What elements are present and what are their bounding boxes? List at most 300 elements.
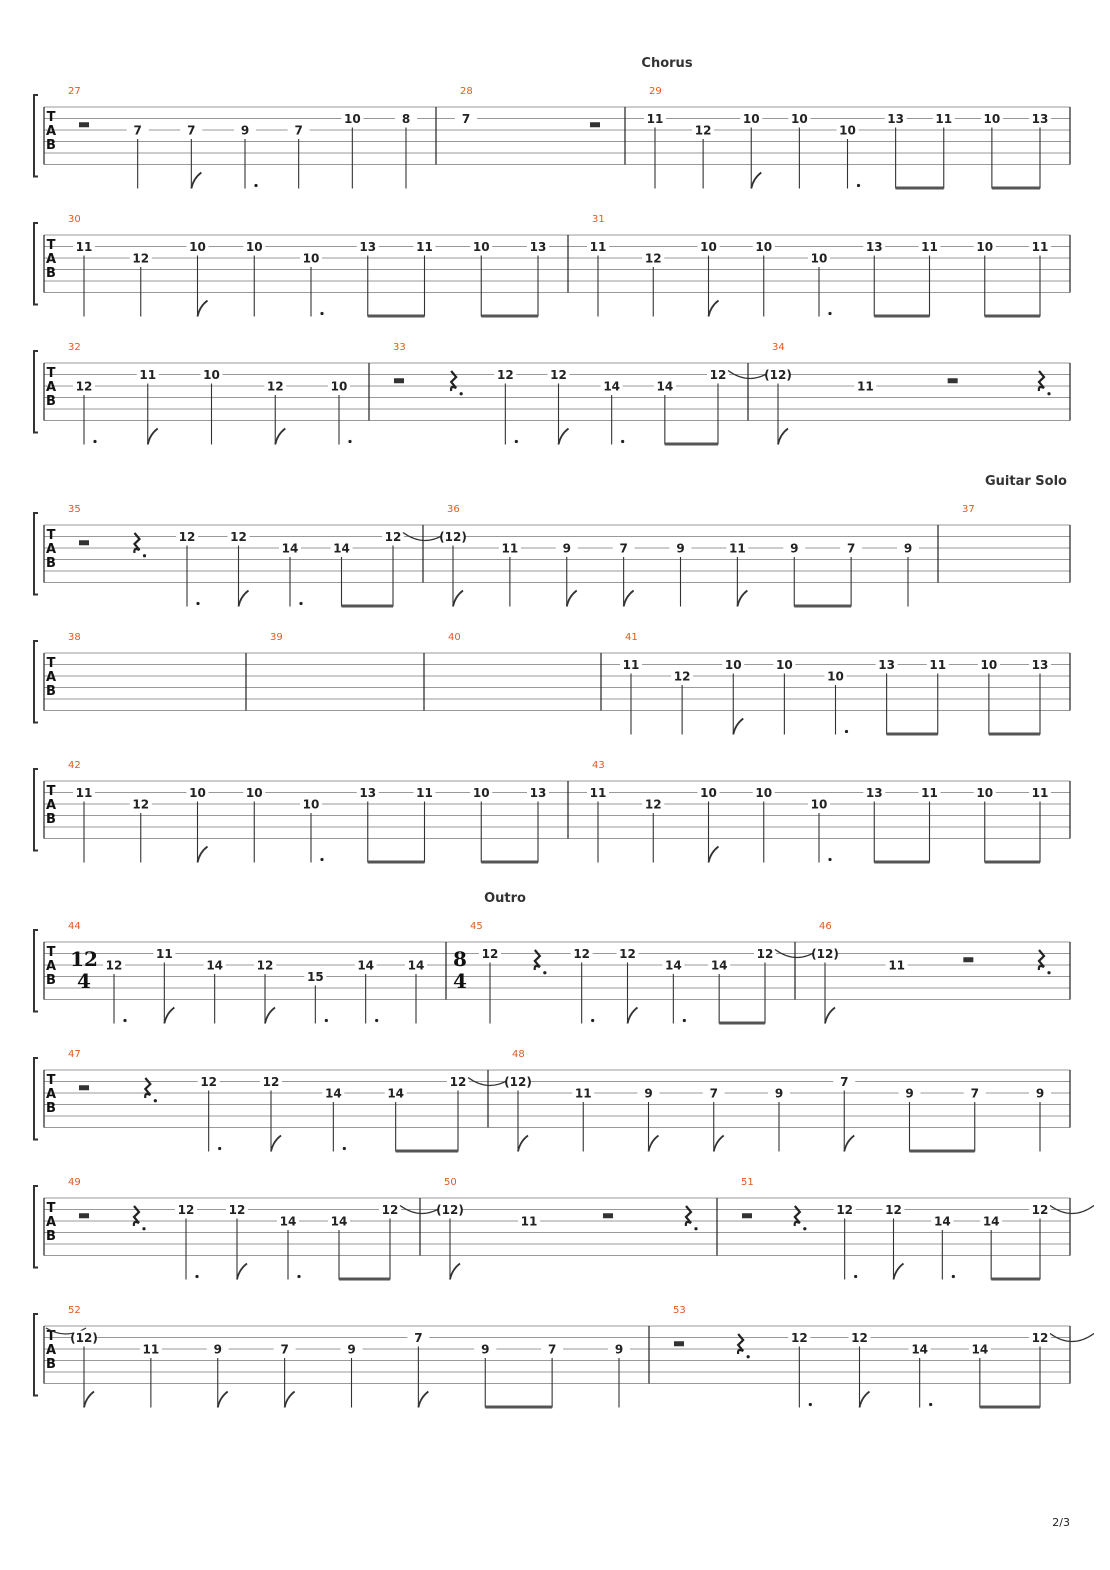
fret-number: 14 — [603, 379, 621, 394]
rhythm-dot — [857, 184, 860, 187]
fret-number: 14 — [664, 958, 682, 973]
measure-number: 49 — [68, 1177, 81, 1188]
fret-number: 7 — [970, 1086, 979, 1101]
tab-clef-b: B — [46, 138, 56, 153]
fret-number: 11 — [416, 240, 433, 254]
note-flag — [860, 1392, 870, 1408]
rhythm-dot — [828, 312, 831, 315]
tab-clef-t: T — [46, 110, 56, 125]
rest-dot — [1047, 971, 1050, 974]
fret-number: 12 — [105, 958, 123, 973]
fret-number: 11 — [501, 541, 519, 556]
fret-number: 13 — [1031, 658, 1049, 672]
fret-number: 7 — [547, 1342, 557, 1357]
rhythm-dot — [621, 440, 624, 443]
measure-number: 33 — [393, 342, 406, 353]
rhythm-dot — [343, 1147, 346, 1150]
fret-number: 10 — [810, 797, 828, 812]
note-flag — [148, 429, 158, 445]
fret-number: 12 — [619, 947, 636, 961]
fret-number: 14 — [656, 379, 674, 394]
rhythm-dot — [809, 1403, 812, 1406]
fret-number: 13 — [1031, 112, 1049, 126]
note-flag — [271, 1136, 281, 1152]
note-flag — [191, 173, 201, 189]
rhythm-dot — [845, 730, 848, 733]
fret-number: 14 — [279, 1214, 297, 1229]
fret-number: 12 — [266, 379, 284, 394]
system-bracket — [34, 351, 38, 433]
rest-dot — [747, 1355, 750, 1358]
fret-number: 12 — [449, 1075, 467, 1089]
fret-number: 10 — [700, 786, 717, 800]
fret-number: 12 — [481, 947, 499, 961]
fret-number: 11 — [1031, 240, 1049, 254]
tab-clef-b: B — [46, 556, 56, 571]
half-rest — [394, 378, 404, 383]
beam — [481, 315, 538, 318]
fret-number: 15 — [306, 970, 324, 984]
fret-number: 11 — [589, 240, 607, 254]
fret-number: 14 — [333, 541, 350, 556]
beam — [719, 1022, 765, 1025]
fret-number: 12 — [230, 530, 247, 544]
fret-number: 11 — [888, 958, 906, 973]
fret-number: 12 — [177, 1203, 195, 1217]
rhythm-dot — [297, 1275, 300, 1278]
fret-number: 12 — [256, 958, 274, 973]
fret-number: 7 — [619, 541, 628, 556]
fret-number: 14 — [357, 958, 375, 973]
tab-clef-t: T — [46, 945, 56, 960]
measure-number: 35 — [68, 504, 81, 515]
fret-number: 11 — [139, 368, 157, 382]
fret-number: 11 — [729, 541, 746, 556]
measure-number: 43 — [592, 760, 605, 771]
measure-number: 28 — [460, 86, 473, 97]
rhythm-dot — [375, 1019, 378, 1022]
fret-number: 10 — [810, 251, 828, 266]
note-flag — [239, 591, 249, 607]
fret-number: 12 — [573, 947, 591, 961]
fret-number: 9 — [1035, 1086, 1045, 1101]
beam — [980, 1406, 1040, 1409]
beam — [874, 315, 929, 318]
tab-clef-b: B — [46, 812, 56, 827]
measure-number: 40 — [448, 632, 461, 643]
fret-number: 13 — [865, 786, 883, 800]
fret-number: 12 — [75, 379, 93, 394]
measure-number: 37 — [962, 504, 975, 515]
half-rest — [963, 957, 973, 962]
fret-number: 11 — [856, 379, 874, 394]
note-flag — [709, 847, 719, 863]
note-flag — [518, 1136, 528, 1152]
half-rest — [742, 1213, 752, 1218]
rhythm-dot — [348, 440, 351, 443]
beam — [992, 187, 1040, 190]
note-flag — [285, 1392, 295, 1408]
measure-number: 44 — [68, 921, 81, 932]
tab-clef-t: T — [46, 656, 56, 671]
fret-number: 12 — [885, 1203, 902, 1217]
fret-number: 10 — [245, 786, 263, 800]
beam — [485, 1406, 552, 1409]
rhythm-dot — [591, 1019, 594, 1022]
fret-number: 11 — [921, 786, 938, 800]
fret-number: 12 — [1031, 1203, 1049, 1217]
fret-number: 12 — [228, 1203, 246, 1217]
fret-number: 9 — [774, 1086, 784, 1101]
fret-number: 9 — [562, 541, 571, 556]
system-bracket — [34, 223, 38, 305]
tab-clef-a: A — [45, 380, 57, 395]
beam — [794, 605, 851, 608]
rhythm-dot — [320, 312, 323, 315]
beam — [874, 861, 929, 864]
fret-number: 12 — [381, 1203, 399, 1217]
beam — [985, 861, 1040, 864]
note-flag — [164, 1008, 174, 1024]
rest-dot — [142, 1227, 145, 1230]
rhythm-dot — [218, 1147, 221, 1150]
fret-number: 12 — [709, 368, 727, 382]
fret-number: 12 — [790, 1331, 808, 1345]
rhythm-dot — [854, 1275, 857, 1278]
rhythm-dot — [320, 858, 323, 861]
measure-number: 31 — [592, 214, 605, 225]
note-flag — [559, 429, 569, 445]
tab-clef-b: B — [46, 394, 56, 409]
fret-number: 9 — [790, 541, 799, 556]
fret-number: 10 — [755, 240, 773, 254]
fret-number: 14 — [933, 1214, 951, 1229]
beam — [989, 733, 1040, 736]
fret-number: 7 — [846, 541, 856, 556]
note-flag — [453, 591, 463, 607]
tie-arc — [1050, 1206, 1094, 1214]
tie-arc — [1050, 1334, 1094, 1342]
fret-number: 13 — [865, 240, 883, 254]
tab-clef-t: T — [46, 238, 56, 253]
measure-number: 34 — [772, 342, 785, 353]
fret-number: 10 — [472, 240, 490, 254]
rest-dot — [543, 971, 546, 974]
fret-number: 14 — [387, 1086, 405, 1101]
tab-clef-b: B — [46, 1357, 56, 1372]
note-flag — [709, 301, 719, 317]
fret-number: 14 — [971, 1342, 989, 1357]
rhythm-dot — [325, 1019, 328, 1022]
rhythm-dot — [123, 1019, 126, 1022]
beam — [339, 1278, 390, 1281]
fret-number: 10 — [980, 658, 998, 672]
fret-number: 7 — [840, 1075, 849, 1089]
fret-number: 10 — [724, 658, 742, 672]
note-flag — [450, 1264, 460, 1280]
measure-number: 45 — [470, 921, 483, 932]
note-flag — [198, 301, 208, 317]
rhythm-dot — [299, 602, 302, 605]
fret-number: 13 — [359, 240, 377, 254]
fret-number: (12) — [811, 947, 839, 961]
fret-number: 7 — [414, 1331, 423, 1345]
fret-number: 12 — [178, 530, 196, 544]
note-flag — [218, 1392, 228, 1408]
fret-number: 9 — [644, 1086, 653, 1101]
tab-clef-b: B — [46, 1101, 56, 1116]
note-flag — [737, 591, 747, 607]
system-bracket — [34, 930, 38, 1012]
beam — [665, 443, 718, 446]
fret-number: 14 — [330, 1214, 348, 1229]
fret-number: (12) — [764, 368, 792, 382]
measure-number: 47 — [68, 1049, 81, 1060]
note-flag — [418, 1392, 428, 1408]
note-flag — [237, 1264, 247, 1280]
fret-number: 9 — [481, 1342, 490, 1357]
rest-dot — [460, 392, 463, 395]
beam — [396, 1150, 458, 1153]
tab-clef-a: A — [45, 124, 57, 139]
fret-number: 7 — [133, 123, 142, 138]
system-bracket — [34, 95, 38, 177]
tab-clef-b: B — [46, 684, 56, 699]
system-bracket — [34, 1314, 38, 1396]
fret-number: 7 — [294, 123, 303, 138]
fret-number: 12 — [694, 123, 712, 138]
fret-number: 12 — [644, 251, 662, 266]
beam — [991, 1278, 1040, 1281]
rest-dot — [154, 1099, 157, 1102]
fret-number: 10 — [742, 112, 760, 126]
beam — [896, 187, 944, 190]
fret-number: 7 — [461, 112, 471, 126]
measure-number: 48 — [512, 1049, 525, 1060]
measure-number: 38 — [68, 632, 81, 643]
beam — [887, 733, 938, 736]
fret-number: 13 — [878, 658, 895, 672]
half-rest — [79, 1085, 89, 1090]
fret-number: 13 — [887, 112, 904, 126]
rest-dot — [694, 1227, 697, 1230]
fret-number: 10 — [203, 368, 220, 382]
fret-number: 7 — [187, 123, 196, 138]
beam — [985, 315, 1040, 318]
fret-number: 10 — [700, 240, 717, 254]
fret-number: 9 — [676, 541, 685, 556]
fret-number: 10 — [343, 112, 361, 126]
fret-number: (12) — [70, 1331, 98, 1345]
fret-number: 10 — [976, 240, 994, 254]
note-flag — [778, 429, 788, 445]
fret-number: 10 — [755, 786, 773, 800]
note-flag — [844, 1136, 854, 1152]
tab-clef-b: B — [46, 973, 56, 988]
measure-number: 51 — [741, 1177, 754, 1188]
half-rest — [79, 1213, 89, 1218]
half-rest — [674, 1341, 684, 1346]
fret-number: 9 — [240, 123, 250, 138]
fret-number: 11 — [589, 786, 607, 800]
beam — [481, 861, 538, 864]
measure-number: 41 — [625, 632, 638, 643]
fret-number: 10 — [791, 112, 808, 126]
note-flag — [628, 1008, 638, 1024]
note-flag — [84, 1392, 94, 1408]
note-flag — [265, 1008, 275, 1024]
half-rest — [79, 122, 89, 127]
beam — [910, 1150, 975, 1153]
fret-number: 11 — [622, 658, 640, 672]
fret-number: 11 — [1031, 786, 1049, 800]
fret-number: 10 — [245, 240, 263, 254]
rhythm-dot — [254, 184, 257, 187]
fret-number: (12) — [439, 530, 467, 544]
fret-number: 11 — [155, 947, 173, 961]
fret-number: 11 — [142, 1342, 160, 1357]
tab-clef-t: T — [46, 1201, 56, 1216]
system-bracket — [34, 1058, 38, 1140]
fret-number: 9 — [905, 1086, 914, 1101]
note-flag — [894, 1264, 904, 1280]
fret-number: 10 — [330, 379, 348, 394]
note-flag — [649, 1136, 659, 1152]
system-bracket — [34, 769, 38, 851]
note-flag — [198, 847, 208, 863]
fret-number: 14 — [407, 958, 425, 973]
fret-number: 12 — [1031, 1331, 1049, 1345]
page-number-label: 2/3 — [1052, 1516, 1070, 1529]
note-flag — [733, 719, 743, 735]
rhythm-dot — [683, 1019, 686, 1022]
measure-number: 29 — [649, 86, 662, 97]
fret-number: 10 — [776, 658, 793, 672]
measure-number: 27 — [68, 86, 81, 97]
note-flag — [714, 1136, 724, 1152]
system-bracket — [34, 513, 38, 595]
fret-number: 11 — [520, 1214, 538, 1229]
fret-number: 13 — [529, 240, 547, 254]
half-rest — [948, 378, 958, 383]
fret-number: 9 — [213, 1342, 222, 1357]
note-flag — [275, 429, 285, 445]
rhythm-dot — [195, 1275, 198, 1278]
tab-clef-b: B — [46, 1229, 56, 1244]
measure-number: 46 — [819, 921, 832, 932]
section-title-chorus: Chorus — [641, 56, 693, 71]
fret-number: 12 — [132, 251, 150, 266]
fret-number: 11 — [935, 112, 953, 126]
fret-number: 14 — [911, 1342, 929, 1357]
beam — [368, 861, 425, 864]
fret-number: 14 — [324, 1086, 342, 1101]
tab-clef-a: A — [45, 670, 57, 685]
fret-number: 11 — [921, 240, 938, 254]
fret-number: 14 — [710, 958, 728, 973]
fret-number: 7 — [280, 1342, 289, 1357]
tab-clef-t: T — [46, 1073, 56, 1088]
tab-clef-t: T — [46, 784, 56, 799]
measure-number: 32 — [68, 342, 81, 353]
time-signature-bottom: 4 — [453, 969, 467, 993]
beam — [342, 605, 394, 608]
section-title-guitar-solo: Guitar Solo — [985, 474, 1067, 489]
rhythm-dot — [929, 1403, 932, 1406]
fret-number: 12 — [851, 1331, 868, 1345]
fret-number: 14 — [982, 1214, 1000, 1229]
fret-number: 10 — [189, 786, 206, 800]
fret-number: 7 — [709, 1086, 718, 1101]
tab-clef-t: T — [46, 1329, 56, 1344]
fret-number: 9 — [614, 1342, 624, 1357]
measure-number: 36 — [447, 504, 460, 515]
beam — [368, 315, 425, 318]
fret-number: 12 — [836, 1203, 854, 1217]
page-number — [1030, 1511, 1070, 1527]
fret-number: 11 — [75, 786, 93, 800]
fret-number: 10 — [302, 251, 320, 266]
fret-number: 10 — [189, 240, 206, 254]
fret-number: 10 — [472, 786, 490, 800]
tab-clef-a: A — [45, 1215, 57, 1230]
fret-number: 12 — [262, 1075, 280, 1089]
fret-number: 11 — [416, 786, 433, 800]
rhythm-dot — [515, 440, 518, 443]
measure-number: 52 — [68, 1305, 81, 1316]
tab-clef-a: A — [45, 1087, 57, 1102]
measure-number: 50 — [444, 1177, 457, 1188]
system-bracket — [34, 641, 38, 723]
rest-dot — [1047, 392, 1050, 395]
note-flag — [567, 591, 577, 607]
rhythm-dot — [93, 440, 96, 443]
section-title-outro: Outro — [484, 891, 526, 906]
measure-number: 39 — [270, 632, 283, 643]
tab-clef-b: B — [46, 266, 56, 281]
measure-number: 42 — [68, 760, 81, 771]
fret-number: 14 — [206, 958, 224, 973]
tab-clef-a: A — [45, 959, 57, 974]
time-signature-bottom: 4 — [77, 969, 91, 993]
rhythm-dot — [828, 858, 831, 861]
fret-number: (12) — [504, 1075, 532, 1089]
note-flag — [751, 173, 761, 189]
fret-number: 11 — [646, 112, 664, 126]
fret-number: 12 — [673, 669, 691, 684]
time-signature-top: 8 — [453, 947, 467, 971]
time-signature-top: 12 — [70, 947, 98, 971]
note-flag — [624, 591, 634, 607]
tab-clef-a: A — [45, 542, 57, 557]
tab-clef-t: T — [46, 528, 56, 543]
fret-number: 13 — [359, 786, 377, 800]
rest-dot — [143, 554, 146, 557]
rest-dot — [803, 1227, 806, 1230]
fret-number: 10 — [983, 112, 1001, 126]
note-flag — [825, 1008, 835, 1024]
fret-number: 12 — [550, 368, 567, 382]
fret-number: 12 — [756, 947, 774, 961]
measure-number: 30 — [68, 214, 81, 225]
rhythm-dot — [196, 602, 199, 605]
fret-number: 12 — [644, 797, 662, 812]
system-bracket — [34, 1186, 38, 1268]
fret-number: 10 — [976, 786, 994, 800]
fret-number: 9 — [347, 1342, 356, 1357]
fret-number: 12 — [496, 368, 514, 382]
half-rest — [79, 540, 89, 545]
